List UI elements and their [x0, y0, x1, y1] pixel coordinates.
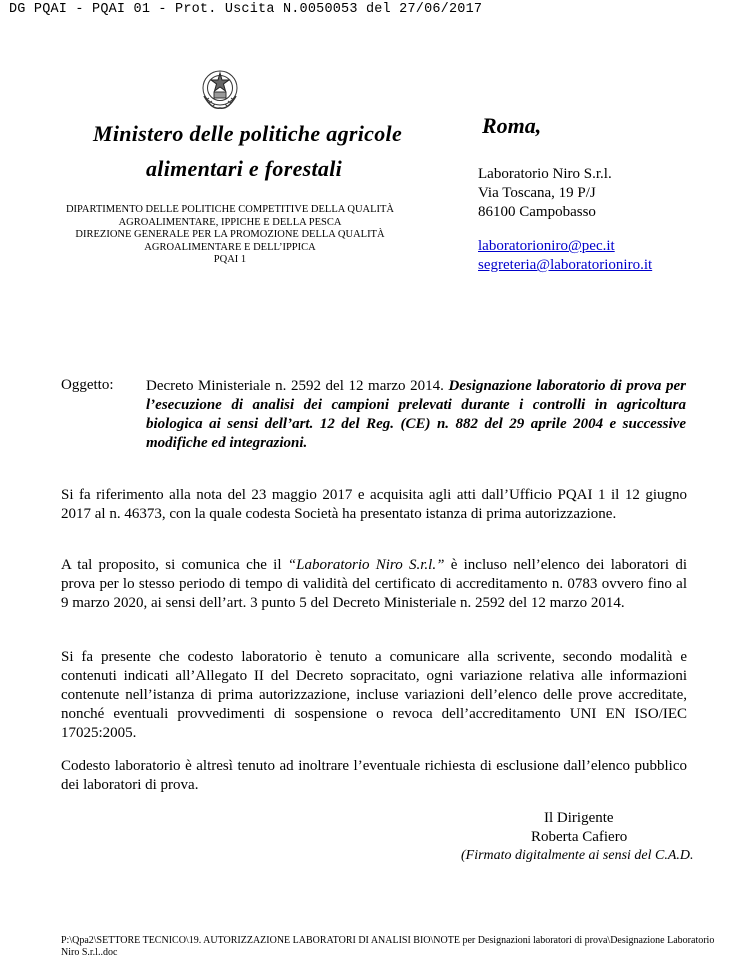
secretary-email-link[interactable]: segreteria@laboratorioniro.it	[478, 257, 653, 273]
body-paragraph-3: Si fa presente che codesto laboratorio è tenuto a comunicare alla scrivente, secondo modalità e contenuti indicati all’Allegato II del Decreto sopracitato, ogni variazione relativa alle informazioni contenute nell’istanza di prima autorizzazione, incluse variazioni dell’elenco delle prove accreditate, nonché eventuali provvedimenti di sospensione o revoca dell’accreditamento UNI EN ISO/IEC 17025:2005.	[61, 649, 687, 741]
signature-name: Roberta Cafiero	[531, 829, 628, 845]
laboratory-name-quote: “Laboratorio Niro S.r.l.”	[287, 557, 445, 573]
department-line: DIREZIONE GENERALE PER LA PROMOZIONE DELLA QUALITÀ	[75, 229, 385, 240]
signature-note: (Firmato digitalmente ai sensi del C.A.D.	[461, 848, 694, 863]
recipient-name: Laboratorio Niro S.r.l.	[478, 166, 612, 182]
ministry-name-line2: alimentari e forestali	[146, 156, 343, 181]
recipient-street: Via Toscana, 19 P/J	[478, 185, 596, 201]
p2-after: è incluso nell’elenco dei laboratori di prova per lo stesso periodo di tempo di validità del certificato di accreditamento n. 0783 ovvero fino al 9 marzo 2020, ai sensi dell’art. 3 punto 5 del Decreto Ministeriale n. 2592 del 12 marzo 2014.	[61, 557, 687, 611]
file-path-footer: P:\Qpa2\SETTORE TECNICO\19. AUTORIZZAZIONE LABORATORI DI ANALISI BIO\NOTE per Designazioni laboratori di prova\Designazione Laboratorio Niro S.r.l..doc	[61, 935, 715, 958]
department-line: DIPARTIMENTO DELLE POLITICHE COMPETITIVE DELLA QUALITÀ	[65, 204, 395, 215]
department-line: AGROALIMENTARE, IPPICHE E DELLA PESCA	[118, 216, 342, 228]
body-paragraph-2	[61, 556, 687, 613]
recipient-city: 86100 Campobasso	[478, 204, 596, 220]
subject-bold: Designazione laboratorio di prova per l’esecuzione di analisi dei campioni prelevati durante i controlli in agricoltura biologica ai sensi dell’art. 12 del Reg. (CE) n. 882 del 29 aprile 2004 e successive modifiche ed integrazioni.	[146, 378, 686, 451]
department-line: PQAI 1	[213, 254, 247, 265]
subject-label: Oggetto:	[61, 377, 114, 393]
italian-republic-emblem-icon	[200, 66, 240, 112]
recipient-address	[478, 165, 612, 222]
protocol-stamp: DG PQAI - PQAI 01 - Prot. Uscita N.0050053 del 27/06/2017	[9, 2, 483, 17]
body-paragraph-1: Si fa riferimento alla nota del 23 maggio 2017 e acquisita agli atti dall’Ufficio PQAI 1 il 12 giugno 2017 al n. 46373, con la quale codesta Società ha presentato istanza di prima autorizzazione.	[61, 487, 687, 522]
department-line: AGROALIMENTARE E DELL’IPPICA	[144, 241, 316, 253]
subject-text	[146, 377, 686, 453]
subject-plain: Decreto Ministeriale n. 2592 del 12 marzo 2014.	[146, 378, 449, 394]
recipient-emails	[478, 237, 652, 275]
department-block	[40, 204, 420, 267]
signature-role: Il Dirigente	[544, 810, 614, 826]
body-paragraph-4: Codesto laboratorio è altresì tenuto ad inoltrare l’eventuale richiesta di esclusione dall’elenco pubblico dei laboratori di prova.	[61, 758, 687, 793]
ministry-name-line1: Ministero delle politiche agricole	[93, 121, 403, 146]
pec-email-link[interactable]: laboratorioniro@pec.it	[478, 238, 615, 254]
place-label: Roma,	[482, 113, 542, 138]
p2-before: A tal proposito, si comunica che il	[61, 557, 288, 573]
